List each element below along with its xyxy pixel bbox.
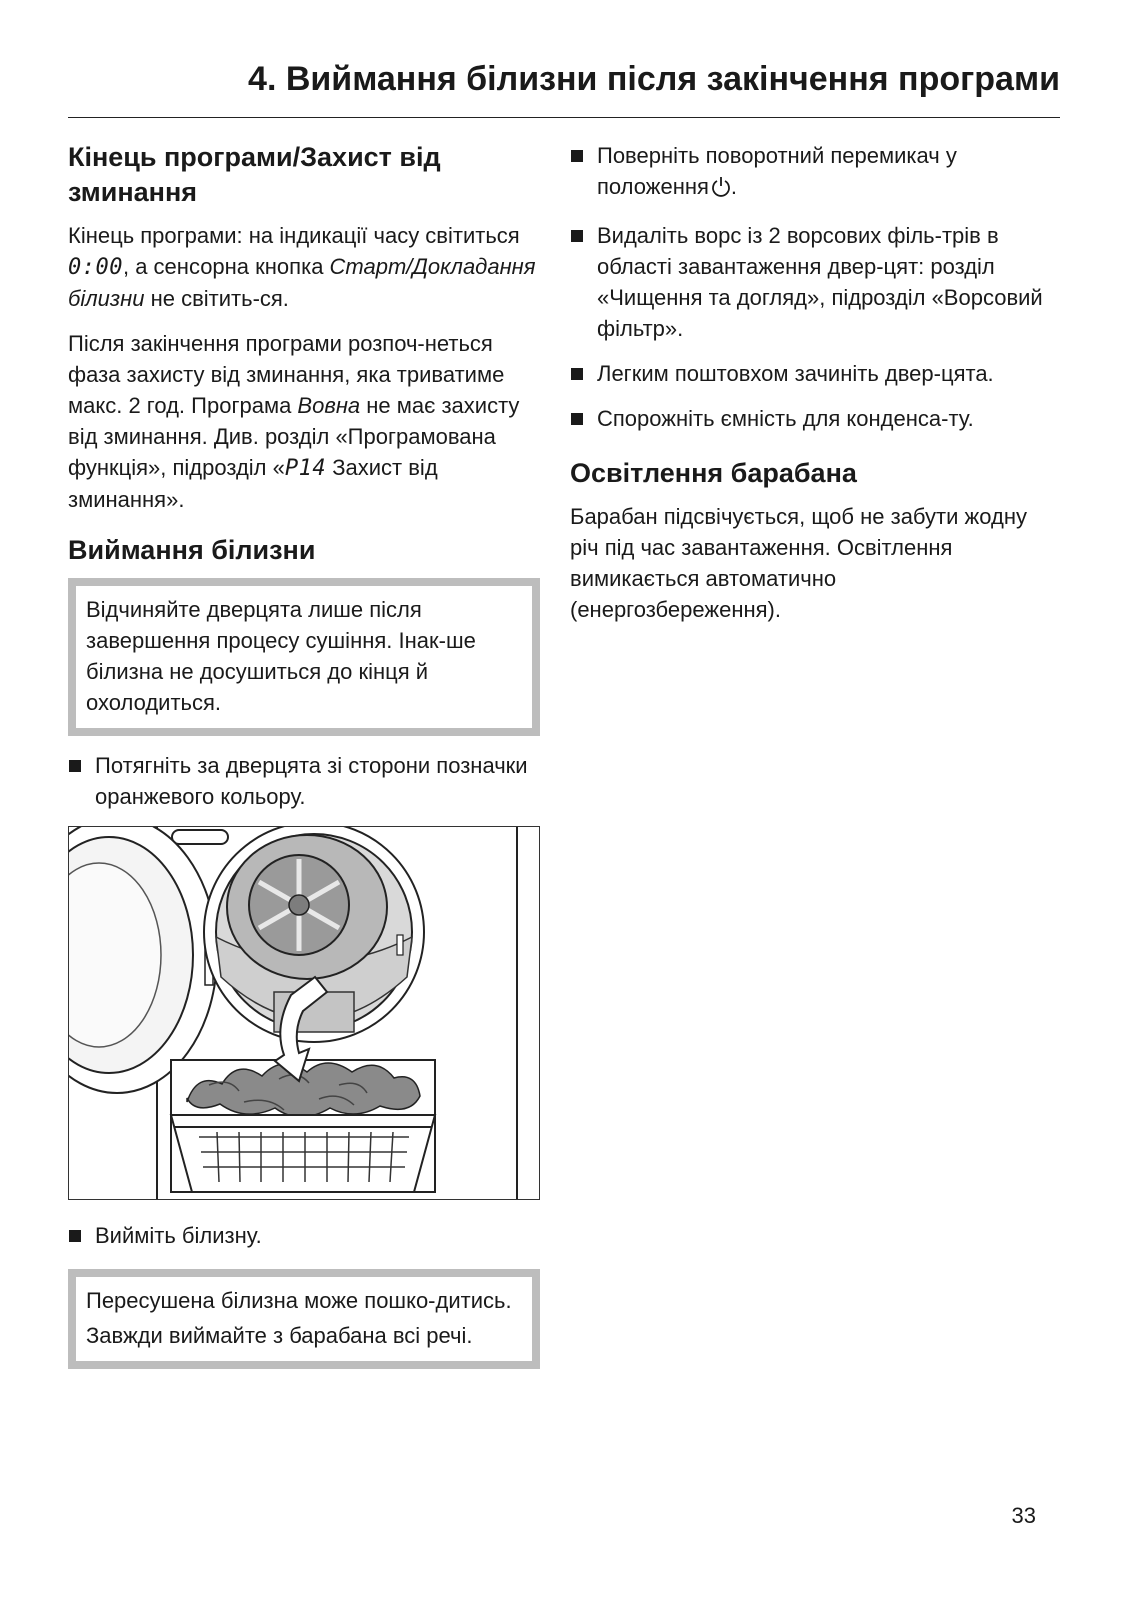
illustration-dryer-unloading: [68, 826, 540, 1200]
left-column: [68, 140, 540, 1383]
step-turn-selector: Поверніть поворотний перемикач у положення .: [570, 140, 1048, 206]
bullet-square-icon: [571, 368, 583, 380]
note-box: [68, 1269, 540, 1369]
bullet-square-icon: [571, 230, 583, 242]
step-pull-door: Потягніть за дверцята зі сторони позначки оранжевого кольору.: [68, 750, 540, 812]
time-display-value: 0:00: [68, 255, 123, 280]
title-divider: [68, 117, 1060, 118]
paragraph-anti-crease: Після закінчення програми розпоч-неться фаза захисту від зминання, яка триватиме макс. 2 год. Програма Вовна не має захисту від зминання. Див. розділ «Програмована функція», підрозділ «P14 Захист від зминання».: [68, 331, 520, 512]
warning-text: Відчиняйте дверцята лише після завершення процесу сушіння. Інак-ше білизна не досушиться до кінця й охолодиться.: [86, 597, 476, 715]
program-name-wool: Вовна: [297, 393, 361, 418]
program-code: P14: [284, 456, 327, 481]
page-number: 33: [1011, 1503, 1036, 1528]
start-button-name: Старт/Докладання білизни: [68, 254, 536, 311]
bullet-square-icon: [69, 1230, 81, 1242]
heading-remove-laundry: Виймання білизни: [68, 535, 316, 565]
step-empty-container: Спорожніть ємність для конденса-ту.: [570, 403, 1048, 434]
right-column: [570, 140, 1048, 639]
dryer-basket-illustration: [69, 827, 539, 1199]
step-close-door: Легким поштовхом зачиніть двер-цята.: [570, 358, 1048, 389]
warning-box: [68, 578, 540, 736]
bullet-square-icon: [69, 760, 81, 772]
step-clean-lint-filters: Видаліть ворс із 2 ворсових філь-трів в області завантаження двер-цят: розділ «Чищення та догляд», підрозділ «Ворсовий фільтр».: [570, 220, 1048, 344]
bullet-square-icon: [571, 150, 583, 162]
note-text-1: Пересушена білизна може пошко-дитись.: [86, 1288, 512, 1313]
bullet-square-icon: [571, 413, 583, 425]
heading-drum-light: Освітлення барабана: [570, 458, 857, 488]
paragraph-program-end: Кінець програми: на індикації часу світиться 0:00, а сенсорна кнопка Старт/Докладання білизни не світить-ся.: [68, 223, 536, 311]
heading-program-end: Кінець програми/Захист від зминання: [68, 142, 441, 207]
note-text-2: Завжди виймайте з барабана всі речі.: [86, 1323, 473, 1348]
step-take-out: Вийміть білизну.: [68, 1220, 540, 1251]
paragraph-drum-light: Барабан підсвічується, щоб не забути жодну річ під час завантаження. Освітлення вимикається автоматично (енергозбереження).: [570, 504, 1027, 622]
chapter-title: 4. Виймання білизни після закінчення програми: [248, 60, 1060, 98]
power-off-icon: [711, 175, 731, 206]
